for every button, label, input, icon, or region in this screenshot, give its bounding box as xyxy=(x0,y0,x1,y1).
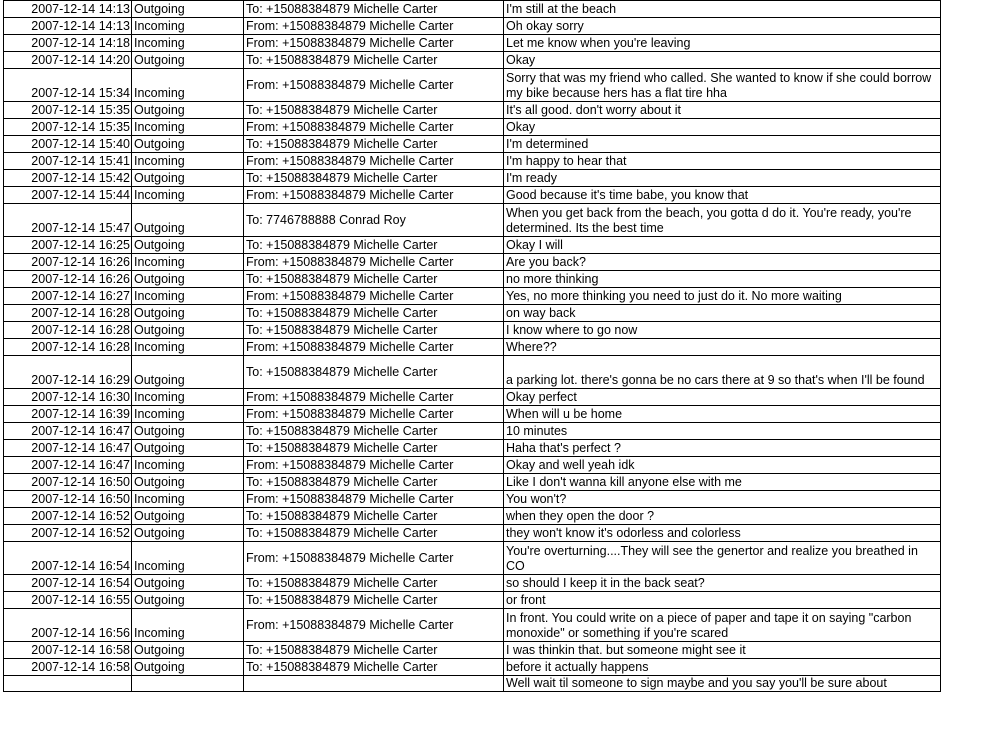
message-direction: Incoming xyxy=(132,609,244,642)
message-text: Yes, no more thinking you need to just do it. No more waiting xyxy=(504,288,941,305)
message-direction: Outgoing xyxy=(132,592,244,609)
message-party: To: +15088384879 Michelle Carter xyxy=(244,356,504,389)
message-text: 10 minutes xyxy=(504,423,941,440)
message-row xyxy=(4,136,941,153)
message-party: From: +15088384879 Michelle Carter xyxy=(244,491,504,508)
message-row xyxy=(4,389,941,406)
message-timestamp: 2007-12-14 14:20 xyxy=(4,52,132,69)
message-party: To: +15088384879 Michelle Carter xyxy=(244,102,504,119)
message-log-body xyxy=(4,1,941,692)
message-text: before it actually happens xyxy=(504,659,941,676)
message-party: To: 7746788888 Conrad Roy xyxy=(244,204,504,237)
message-party: From: +15088384879 Michelle Carter xyxy=(244,389,504,406)
message-text: In front. You could write on a piece of paper and tape it on saying "carbon monoxide" or something if you're scared xyxy=(504,609,941,642)
message-row xyxy=(4,254,941,271)
message-timestamp: 2007-12-14 16:58 xyxy=(4,642,132,659)
message-row xyxy=(4,1,941,18)
message-direction xyxy=(132,676,244,692)
message-party: To: +15088384879 Michelle Carter xyxy=(244,440,504,457)
message-direction: Outgoing xyxy=(132,102,244,119)
message-timestamp xyxy=(4,676,132,692)
message-text: I'm determined xyxy=(504,136,941,153)
message-party: From: +15088384879 Michelle Carter xyxy=(244,153,504,170)
message-row xyxy=(4,237,941,254)
message-timestamp: 2007-12-14 15:44 xyxy=(4,187,132,204)
message-timestamp: 2007-12-14 15:42 xyxy=(4,170,132,187)
message-party: From: +15088384879 Michelle Carter xyxy=(244,187,504,204)
message-row xyxy=(4,288,941,305)
message-row xyxy=(4,52,941,69)
message-row xyxy=(4,187,941,204)
message-row xyxy=(4,474,941,491)
message-timestamp: 2007-12-14 16:25 xyxy=(4,237,132,254)
message-row xyxy=(4,406,941,423)
message-direction: Incoming xyxy=(132,18,244,35)
message-text: Well wait til someone to sign maybe and you say you'll be sure about xyxy=(504,676,941,692)
message-text: I'm still at the beach xyxy=(504,1,941,18)
message-party: To: +15088384879 Michelle Carter xyxy=(244,423,504,440)
message-timestamp: 2007-12-14 16:52 xyxy=(4,508,132,525)
message-row xyxy=(4,659,941,676)
message-timestamp: 2007-12-14 16:52 xyxy=(4,525,132,542)
message-row xyxy=(4,642,941,659)
message-direction: Incoming xyxy=(132,187,244,204)
message-text: they won't know it's odorless and colorless xyxy=(504,525,941,542)
message-party: To: +15088384879 Michelle Carter xyxy=(244,642,504,659)
message-direction: Incoming xyxy=(132,153,244,170)
message-text: I was thinkin that. but someone might see it xyxy=(504,642,941,659)
message-party: From: +15088384879 Michelle Carter xyxy=(244,609,504,642)
message-party: To: +15088384879 Michelle Carter xyxy=(244,508,504,525)
message-party: To: +15088384879 Michelle Carter xyxy=(244,52,504,69)
message-direction: Outgoing xyxy=(132,204,244,237)
message-timestamp: 2007-12-14 16:30 xyxy=(4,389,132,406)
message-text: Okay perfect xyxy=(504,389,941,406)
message-row xyxy=(4,457,941,474)
message-timestamp: 2007-12-14 16:28 xyxy=(4,305,132,322)
message-timestamp: 2007-12-14 15:41 xyxy=(4,153,132,170)
message-row xyxy=(4,592,941,609)
message-timestamp: 2007-12-14 16:55 xyxy=(4,592,132,609)
message-row xyxy=(4,204,941,237)
message-party: To: +15088384879 Michelle Carter xyxy=(244,305,504,322)
message-direction: Outgoing xyxy=(132,52,244,69)
message-party: To: +15088384879 Michelle Carter xyxy=(244,659,504,676)
message-direction: Outgoing xyxy=(132,322,244,339)
message-text: on way back xyxy=(504,305,941,322)
message-text: I know where to go now xyxy=(504,322,941,339)
message-row xyxy=(4,575,941,592)
message-timestamp: 2007-12-14 16:54 xyxy=(4,542,132,575)
message-text: Sorry that was my friend who called. She wanted to know if she could borrow my bike because hers has a flat tire hha xyxy=(504,69,941,102)
message-direction: Outgoing xyxy=(132,659,244,676)
message-direction: Outgoing xyxy=(132,170,244,187)
message-timestamp: 2007-12-14 16:50 xyxy=(4,491,132,508)
message-direction: Outgoing xyxy=(132,508,244,525)
message-text: Okay I will xyxy=(504,237,941,254)
message-row xyxy=(4,322,941,339)
message-party: To: +15088384879 Michelle Carter xyxy=(244,237,504,254)
message-direction: Incoming xyxy=(132,119,244,136)
message-party: To: +15088384879 Michelle Carter xyxy=(244,1,504,18)
message-direction: Outgoing xyxy=(132,575,244,592)
message-row xyxy=(4,102,941,119)
message-text: I'm ready xyxy=(504,170,941,187)
message-party xyxy=(244,676,504,692)
message-text: Are you back? xyxy=(504,254,941,271)
message-party: To: +15088384879 Michelle Carter xyxy=(244,136,504,153)
message-row xyxy=(4,525,941,542)
message-party: From: +15088384879 Michelle Carter xyxy=(244,18,504,35)
message-timestamp: 2007-12-14 16:28 xyxy=(4,339,132,356)
message-text: Oh okay sorry xyxy=(504,18,941,35)
message-timestamp: 2007-12-14 16:54 xyxy=(4,575,132,592)
message-party: From: +15088384879 Michelle Carter xyxy=(244,457,504,474)
message-row xyxy=(4,423,941,440)
message-row xyxy=(4,676,941,692)
message-text: Okay and well yeah idk xyxy=(504,457,941,474)
message-timestamp: 2007-12-14 16:29 xyxy=(4,356,132,389)
message-direction: Outgoing xyxy=(132,305,244,322)
message-timestamp: 2007-12-14 14:13 xyxy=(4,1,132,18)
message-timestamp: 2007-12-14 16:47 xyxy=(4,423,132,440)
message-timestamp: 2007-12-14 16:26 xyxy=(4,254,132,271)
message-party: To: +15088384879 Michelle Carter xyxy=(244,474,504,491)
message-timestamp: 2007-12-14 15:47 xyxy=(4,204,132,237)
message-direction: Incoming xyxy=(132,69,244,102)
message-direction: Outgoing xyxy=(132,237,244,254)
message-row xyxy=(4,153,941,170)
message-text: You're overturning....They will see the genertor and realize you breathed in CO xyxy=(504,542,941,575)
message-text: It's all good. don't worry about it xyxy=(504,102,941,119)
message-party: To: +15088384879 Michelle Carter xyxy=(244,525,504,542)
message-text: Like I don't wanna kill anyone else with me xyxy=(504,474,941,491)
message-direction: Incoming xyxy=(132,389,244,406)
message-timestamp: 2007-12-14 16:26 xyxy=(4,271,132,288)
message-timestamp: 2007-12-14 14:18 xyxy=(4,35,132,52)
message-text: Let me know when you're leaving xyxy=(504,35,941,52)
message-text: Good because it's time babe, you know that xyxy=(504,187,941,204)
message-row xyxy=(4,508,941,525)
message-timestamp: 2007-12-14 16:56 xyxy=(4,609,132,642)
message-party: From: +15088384879 Michelle Carter xyxy=(244,406,504,423)
message-timestamp: 2007-12-14 14:13 xyxy=(4,18,132,35)
message-timestamp: 2007-12-14 15:35 xyxy=(4,102,132,119)
message-direction: Incoming xyxy=(132,35,244,52)
message-party: From: +15088384879 Michelle Carter xyxy=(244,69,504,102)
message-row xyxy=(4,18,941,35)
message-timestamp: 2007-12-14 16:27 xyxy=(4,288,132,305)
message-row xyxy=(4,170,941,187)
message-direction: Outgoing xyxy=(132,423,244,440)
message-direction: Incoming xyxy=(132,542,244,575)
message-row xyxy=(4,356,941,389)
message-text: or front xyxy=(504,592,941,609)
message-direction: Incoming xyxy=(132,406,244,423)
message-direction: Incoming xyxy=(132,457,244,474)
message-timestamp: 2007-12-14 16:47 xyxy=(4,440,132,457)
message-party: From: +15088384879 Michelle Carter xyxy=(244,35,504,52)
message-party: From: +15088384879 Michelle Carter xyxy=(244,288,504,305)
message-direction: Outgoing xyxy=(132,474,244,491)
message-direction: Outgoing xyxy=(132,356,244,389)
message-party: To: +15088384879 Michelle Carter xyxy=(244,322,504,339)
message-party: To: +15088384879 Michelle Carter xyxy=(244,575,504,592)
message-row xyxy=(4,542,941,575)
message-party: To: +15088384879 Michelle Carter xyxy=(244,592,504,609)
message-text: You won't? xyxy=(504,491,941,508)
message-direction: Outgoing xyxy=(132,271,244,288)
message-party: From: +15088384879 Michelle Carter xyxy=(244,119,504,136)
message-direction: Outgoing xyxy=(132,525,244,542)
message-row xyxy=(4,35,941,52)
message-text: When will u be home xyxy=(504,406,941,423)
message-text: Where?? xyxy=(504,339,941,356)
message-direction: Outgoing xyxy=(132,440,244,457)
message-text: When you get back from the beach, you gotta d do it. You're ready, you're determined. Its the best time xyxy=(504,204,941,237)
message-direction: Incoming xyxy=(132,491,244,508)
message-party: To: +15088384879 Michelle Carter xyxy=(244,271,504,288)
message-row xyxy=(4,119,941,136)
message-direction: Outgoing xyxy=(132,136,244,153)
message-text: when they open the door ? xyxy=(504,508,941,525)
message-timestamp: 2007-12-14 16:47 xyxy=(4,457,132,474)
message-text: I'm happy to hear that xyxy=(504,153,941,170)
message-direction: Outgoing xyxy=(132,1,244,18)
message-row xyxy=(4,491,941,508)
message-timestamp: 2007-12-14 15:34 xyxy=(4,69,132,102)
message-direction: Incoming xyxy=(132,254,244,271)
message-party: From: +15088384879 Michelle Carter xyxy=(244,542,504,575)
message-text: so should I keep it in the back seat? xyxy=(504,575,941,592)
message-party: To: +15088384879 Michelle Carter xyxy=(244,170,504,187)
message-row xyxy=(4,440,941,457)
message-timestamp: 2007-12-14 15:35 xyxy=(4,119,132,136)
message-text: Okay xyxy=(504,119,941,136)
message-text: Okay xyxy=(504,52,941,69)
message-row xyxy=(4,305,941,322)
message-timestamp: 2007-12-14 16:39 xyxy=(4,406,132,423)
message-party: From: +15088384879 Michelle Carter xyxy=(244,254,504,271)
message-log-table xyxy=(3,0,941,692)
message-timestamp: 2007-12-14 16:50 xyxy=(4,474,132,491)
message-row xyxy=(4,609,941,642)
message-direction: Incoming xyxy=(132,339,244,356)
message-timestamp: 2007-12-14 16:28 xyxy=(4,322,132,339)
message-text: a parking lot. there's gonna be no cars there at 9 so that's when I'll be found xyxy=(504,356,941,389)
message-row xyxy=(4,69,941,102)
message-party: From: +15088384879 Michelle Carter xyxy=(244,339,504,356)
message-row xyxy=(4,339,941,356)
message-timestamp: 2007-12-14 15:40 xyxy=(4,136,132,153)
message-text: Haha that's perfect ? xyxy=(504,440,941,457)
message-direction: Outgoing xyxy=(132,642,244,659)
message-text: no more thinking xyxy=(504,271,941,288)
message-row xyxy=(4,271,941,288)
message-direction: Incoming xyxy=(132,288,244,305)
message-timestamp: 2007-12-14 16:58 xyxy=(4,659,132,676)
